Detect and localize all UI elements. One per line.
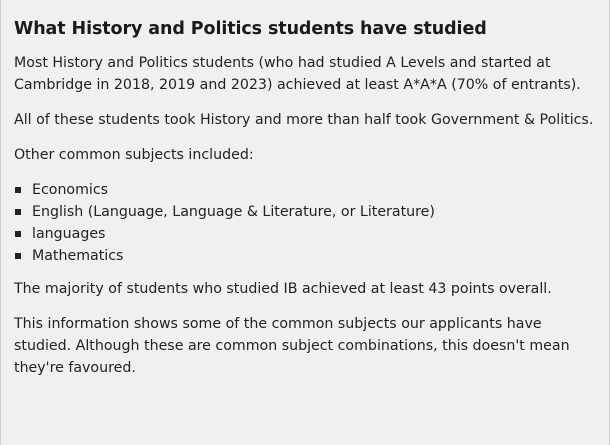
- list-item-label: Economics: [32, 182, 109, 198]
- list-item-label: English (Language, Language & Literature, or Literature): [32, 204, 435, 220]
- list-item-english: [14, 201, 596, 223]
- bullet-square-icon: [15, 209, 21, 215]
- bullet-square-icon: [15, 187, 21, 193]
- bullet-square-icon: [15, 253, 21, 259]
- list-item-label: Mathematics: [32, 248, 124, 264]
- bullet-square-icon: [15, 231, 21, 237]
- list-item-mathematics: [14, 245, 596, 267]
- ib-note-paragraph: The majority of students who studied IB achieved at least 43 points overall.: [14, 281, 552, 297]
- section-title: What History and Politics students have studied: [14, 19, 487, 39]
- list-item-economics: [14, 179, 596, 201]
- list-item-label: languages: [32, 226, 106, 242]
- intro-paragraph: Most History and Politics students (who had studied A Levels and started at Cambridge in 2018, 2019 and 2023) achieved at least A*A*A (70% of entrants).: [14, 55, 581, 93]
- disclaimer-paragraph: This information shows some of the common subjects our applicants have studied. Although these are common subject combinations, this doesn't mean they're favoured.: [14, 316, 570, 376]
- subjects-note-paragraph: All of these students took History and more than half took Government & Politics.: [14, 112, 594, 128]
- list-item-languages: [14, 223, 596, 245]
- other-subjects-heading: Other common subjects included:: [14, 147, 254, 163]
- subjects-list: [14, 179, 596, 267]
